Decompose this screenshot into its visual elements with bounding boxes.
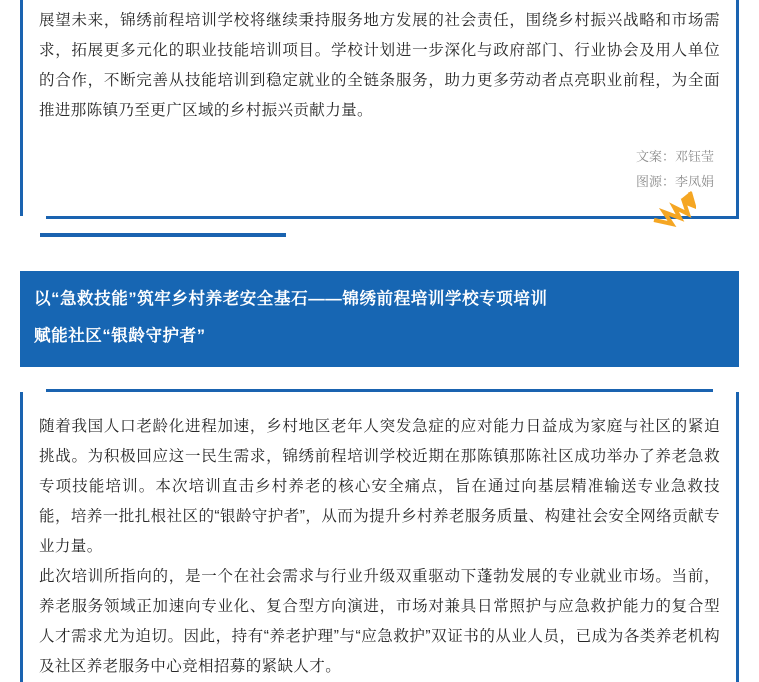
previous-article-body [39, 0, 720, 126]
paragraph: 展望未来，锦绣前程培训学校将继续秉持服务地方发展的社会责任，围绕乡村振兴战略和市场需求，拓展更多元化的职业技能培训项目。学校计划进一步深化与政府部门、行业协会及用人单位的合作，不断完善从技能培训到稳定就业的全链条服务，助力更多劳动者点亮职业前程，为全面推进那陈镇乃至更广区域的乡村振兴贡献力量。 [39, 12, 720, 119]
current-article-frame [20, 389, 739, 682]
credits-block [39, 144, 720, 194]
lightning-arrow-icon [650, 190, 696, 232]
article-title-line-1: 以“急救技能”筑牢乡村养老安全基石——锦绣前程培训学校专项培训 [34, 290, 548, 308]
credit-photo: 图源：李凤娟 [635, 174, 714, 189]
paragraph: 随着我国人口老龄化进程加速，乡村地区老年人突发急症的应对能力日益成为家庭与社区的紧迫挑战。为积极回应这一民生需求，锦绣前程培训学校近期在那陈镇那陈社区成功举办了养老急救专项技能培训。本次培训直击乡村养老的核心安全痛点，旨在通过向基层精准输送专业急救技能，培养一批扎根社区的“银龄守护者”，从而为提升乡村养老服务质量、构建社会安全网络贡献专业力量。 [39, 418, 720, 555]
article-title-line-2: 赋能社区“银龄守护者” [34, 327, 206, 345]
article-title-banner [20, 271, 739, 367]
section-divider-rule [40, 233, 286, 237]
current-article-body [39, 406, 720, 682]
paragraph: 此次培训所指向的，是一个在社会需求与行业升级双重驱动下蓬勃发展的专业就业市场。当前，养老服务领域正加速向专业化、复合型方向演进，市场对兼具日常照护与应急救护能力的复合型人才需求尤为迫切。因此，持有“养老护理”与“应急救护”双证书的从业人员，已成为各类养老机构及社区养老服务中心竞相招募的紧缺人才。 [39, 568, 720, 675]
previous-article-frame [20, 0, 739, 219]
credit-writer: 文案：邓钰莹 [635, 149, 714, 164]
previous-article-section [20, 0, 739, 237]
current-article-section [0, 271, 759, 682]
